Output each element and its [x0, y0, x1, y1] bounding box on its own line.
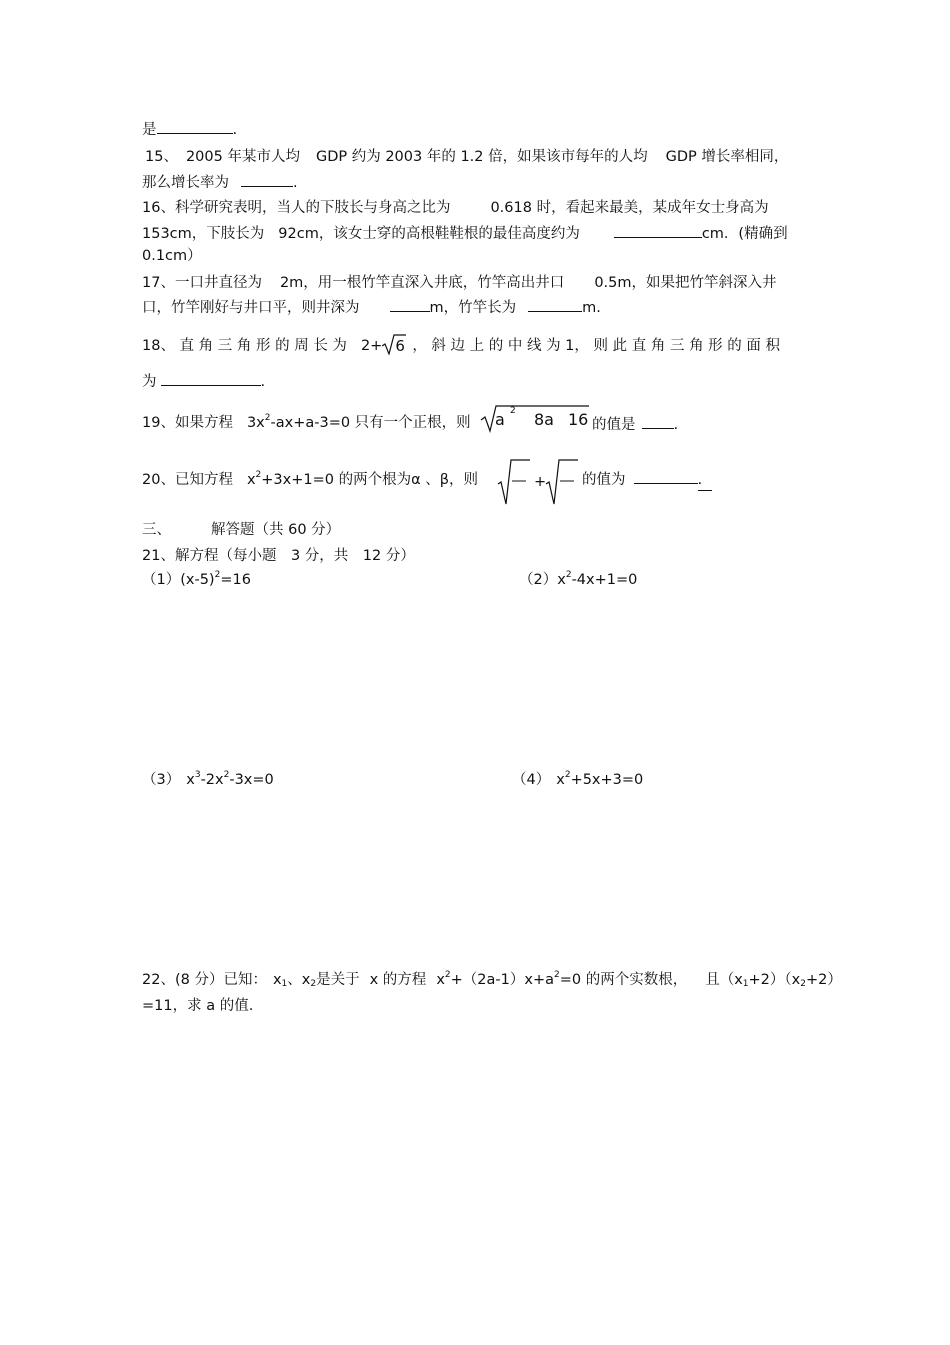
q22-cond — [705, 972, 842, 988]
q15-line2 — [142, 171, 298, 193]
q17-text-e: m，竹竿长为 — [429, 300, 517, 316]
q20-eq — [247, 472, 478, 488]
q18-text-d: 为 — [142, 374, 157, 390]
q21-p3-sup1: 3 — [194, 770, 201, 780]
q21-p4-label: （4） — [512, 772, 551, 788]
q21-part4 — [512, 770, 643, 790]
q22-eq-b: +（2a-1）x+a — [450, 972, 554, 988]
q19-sqrt — [481, 404, 589, 432]
q21-p3-b: -2x — [200, 772, 224, 788]
q22-eq-sup2: 2 — [553, 970, 560, 980]
q17-text-c: 0.5m，如果把竹竿斜深入井 — [594, 275, 777, 291]
q21-p2-sup: 2 — [565, 570, 572, 580]
q15-text-a: 2005 年某市人均 — [185, 149, 300, 165]
q21-p3-label: （3） — [142, 772, 181, 788]
sqrt-icon — [382, 336, 406, 356]
q21-p1-sup: 2 — [214, 570, 221, 580]
q21-p1-a: (x-5) — [180, 572, 215, 588]
q21-p1-b: =16 — [220, 572, 251, 588]
q17-text-b: 2m，用一根竹竿直深入井底，竹竿高出井口 — [279, 275, 565, 291]
q20-plus: + — [534, 474, 547, 490]
q21-p2-label: （2） — [519, 572, 558, 588]
q21-title: 21、解方程（每小题 3 分，共 12 分） — [142, 548, 415, 564]
q19-rad-b: 8a — [534, 410, 554, 429]
q20-eq-post: +3x+1=0 的两个根为α 、β，则 — [261, 472, 479, 488]
q22-text-e: +2）（x — [748, 972, 801, 988]
q15-text-d: 那么增长率为 — [142, 175, 229, 191]
q18-text-c: ， 斜 边 上 的 中 线 为 1， 则 此 直 角 三 角 形 的 面 积 — [412, 338, 781, 354]
q20-eq-pre: x — [246, 472, 256, 488]
q22-eq-sup1: 2 — [444, 970, 451, 980]
q19-line — [142, 413, 471, 433]
q18-text-a: 18、 直 角 三 角 形 的 周 长 为 — [142, 338, 347, 354]
answer-blank[interactable] — [634, 468, 698, 484]
section3-number: 三、 — [142, 522, 171, 538]
answer-blank[interactable] — [241, 171, 293, 187]
q20-period: . — [698, 470, 712, 491]
q21-p3-sup2: 2 — [223, 770, 230, 780]
q22-sub1: 1 — [281, 979, 288, 989]
q17-line1 — [142, 273, 777, 293]
q17-text-f: m. — [582, 300, 601, 316]
q22-text-c: x 的方程 — [369, 972, 427, 988]
q20-line — [142, 470, 478, 490]
q22-cond-sub1: 1 — [742, 979, 749, 989]
q19-rad-c: 16 — [568, 410, 589, 429]
q22-cond-sub2: 2 — [800, 979, 806, 989]
section3-heading — [142, 520, 340, 540]
q17-text-a: 17、一口井直径为 — [142, 275, 262, 291]
q18-period: . — [260, 374, 266, 390]
q19-rad-sup: 2 — [510, 406, 516, 416]
q21-p4-b: +5x+3=0 — [570, 772, 644, 788]
q22-x1: x — [272, 972, 282, 988]
answer-blank[interactable] — [157, 118, 233, 134]
q22-eq-c: =0 的两个实数根， — [559, 972, 688, 988]
q18-line2 — [142, 370, 265, 392]
q17-line2 — [142, 296, 601, 318]
q22-line1 — [142, 970, 842, 990]
q14-period: . — [232, 122, 238, 138]
q20-text-a: 20、已知方程 — [142, 472, 233, 488]
q14-tail — [142, 118, 237, 140]
q16-line3 — [142, 246, 202, 266]
q21-p3-a: x — [186, 772, 195, 788]
q20-text-b: 的值为 — [582, 472, 626, 488]
q22-eq-a: x — [436, 972, 445, 988]
q21-p1-label: （1） — [142, 572, 181, 588]
q21-part1 — [142, 570, 251, 590]
q20-eq-sup: 2 — [255, 470, 262, 480]
q22-line2: =11，求 a 的值. — [142, 998, 254, 1014]
q22-eq — [436, 972, 687, 988]
q19-eq-pre: 3x — [246, 415, 265, 431]
q15-line1 — [145, 147, 788, 167]
q16-text-f: 0.1cm） — [142, 248, 202, 264]
q15-text-c: GDP 增长率相同， — [665, 149, 789, 165]
q19-rad-a: a — [495, 410, 505, 429]
answer-blank[interactable] — [642, 413, 674, 429]
q19-eq — [247, 415, 471, 431]
answer-blank[interactable] — [390, 296, 430, 312]
q22-x2: x — [301, 972, 311, 988]
q17-text-d: 口，竹竿刚好与井口平，则井深为 — [142, 300, 360, 316]
q16-line2 — [142, 222, 788, 244]
q15-period: . — [293, 175, 298, 191]
q19-eq-post: -ax+a-3=0 只有一个正根，则 — [270, 415, 471, 431]
q16-text-b: 0.618 时，看起来最美，某成年女士身高为 — [490, 200, 769, 216]
answer-blank[interactable] — [161, 370, 261, 386]
q18-text-b: 2+ — [360, 338, 383, 354]
q15-number: 15、 — [145, 149, 178, 165]
q20-sqrt-beta — [546, 458, 578, 506]
q21-part3 — [142, 770, 274, 790]
q16-line1 — [142, 198, 769, 218]
q14-text: 是 — [142, 122, 157, 138]
q16-text-e: cm．(精确到 — [701, 226, 788, 242]
sqrt-icon — [498, 458, 530, 506]
q22-sep: 、 — [287, 972, 302, 988]
q21-p4-a: x — [556, 772, 565, 788]
q21-p3-c: -3x=0 — [229, 772, 274, 788]
section3-title: 解答题（共 60 分） — [211, 522, 341, 538]
q20-sqrt-alpha — [498, 458, 530, 506]
q22-text-d: 且（x — [705, 972, 743, 988]
q22-text-b: 是关于 — [316, 972, 360, 988]
q16-text-d: 92cm，该女士穿的高根鞋鞋根的最佳高度约为 — [278, 226, 580, 242]
q21-p2-a: x — [557, 572, 566, 588]
q16-text-a: 16、科学研究表明，当人的下肢长与身高之比为 — [142, 200, 451, 216]
q15-text-b: GDP 约为 2003 年的 1.2 倍，如果该市每年的人均 — [315, 149, 648, 165]
q18-line1 — [142, 336, 780, 356]
q21-p2-b: -4x+1=0 — [571, 572, 638, 588]
q19-line-tail — [592, 413, 678, 435]
answer-blank[interactable] — [614, 222, 702, 238]
q18-radicand: 6 — [395, 337, 405, 355]
q22-vars — [273, 972, 316, 988]
q19-eq-sup: 2 — [264, 413, 271, 423]
q19-period: . — [673, 417, 679, 433]
sqrt-icon — [546, 458, 578, 506]
q21-part2 — [519, 570, 637, 590]
answer-blank[interactable] — [528, 296, 582, 312]
q22-text-f: +2） — [805, 972, 842, 988]
q19-text-b: 的值是 — [592, 417, 636, 433]
q20-line-tail — [582, 468, 712, 491]
q22-text-a: 22、(8 分）已知： — [142, 972, 267, 988]
q22-sub2: 2 — [310, 979, 317, 989]
q19-text-a: 19、如果方程 — [142, 415, 233, 431]
q21-p4-sup: 2 — [564, 770, 571, 780]
q16-text-c: 153cm，下肢长为 — [142, 226, 265, 242]
